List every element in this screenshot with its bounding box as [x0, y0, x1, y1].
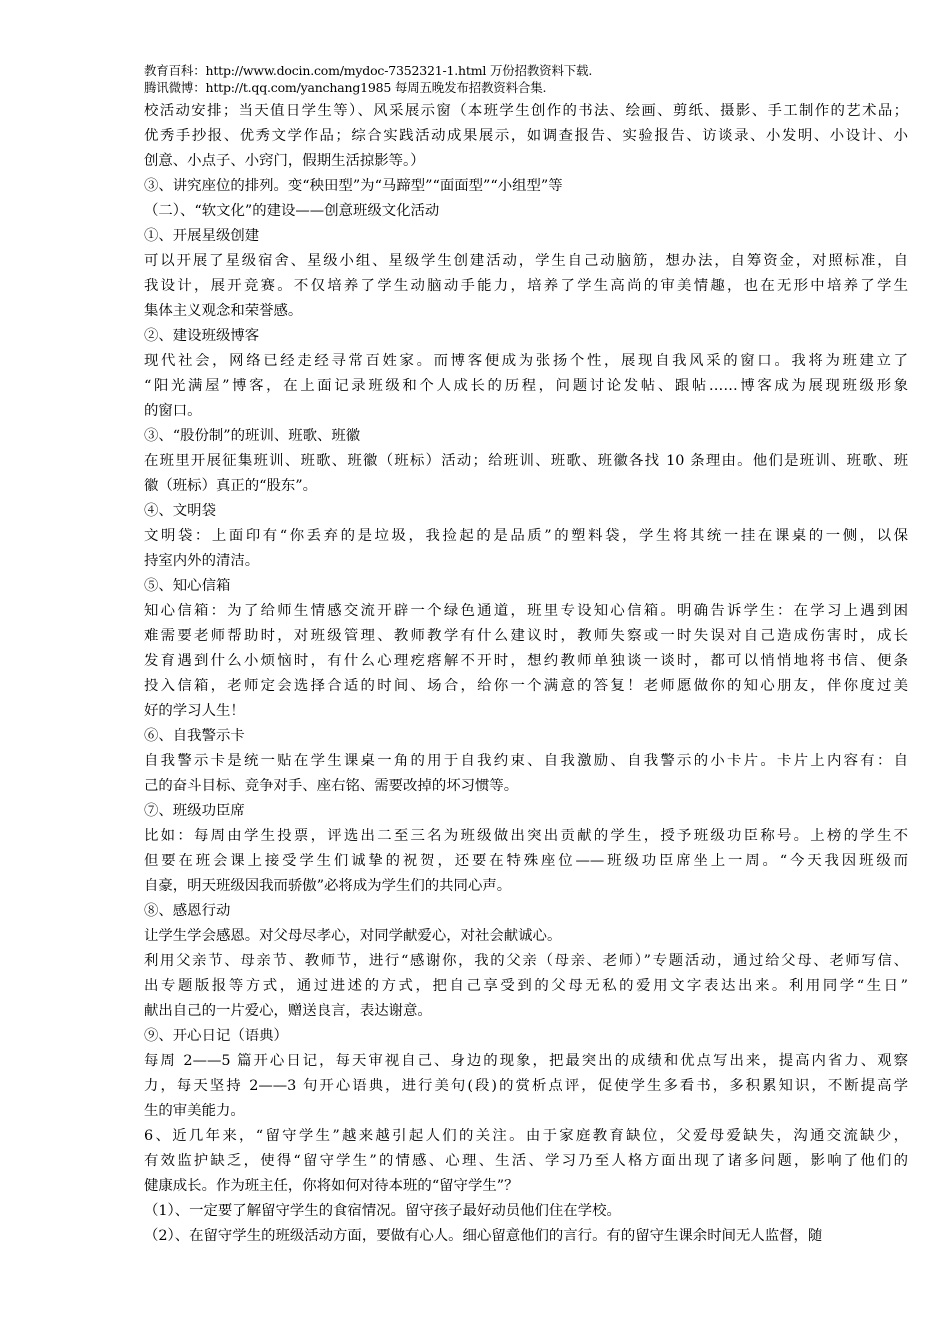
text-line: 徽（班标）真正的“股东”。	[144, 478, 318, 494]
text-line: 让学生学会感恩。对父母尽孝心，对同学献爱心，对社会献诚心。	[144, 928, 562, 944]
text-line: 投入信箱，老师定会选择合适的时间、场合，给你一个满意的答复！老师愿做你的知心朋友，伴你度过美	[144, 678, 908, 694]
text-line: ⑨、开心日记（语典）	[144, 1028, 288, 1044]
body-text	[144, 99, 908, 1249]
text-line: ②、建设班级博客	[144, 328, 260, 344]
text-line: ③、讲究座位的排列。变“秧田型”为“马蹄型”“面面型”“小组型”等	[144, 178, 563, 194]
text-line: 但要在班会课上接受学生们诚挚的祝贺，还要在特殊座位——班级功臣席坐上一周。“今天我因班级而	[144, 853, 908, 869]
text-line: ⑧、感恩行动	[144, 903, 231, 919]
text-line: 我设计，展开竞赛。不仅培养了学生动脑动手能力，培养了学生高尚的审美情趣，也在无形中培养了学生	[144, 278, 908, 294]
text-line: ①、开展星级创建	[144, 228, 260, 244]
text-line: 每周 2——5 篇开心日记，每天审视自己、身边的现象，把最突出的成绩和优点写出来，提高内省力、观察	[144, 1053, 908, 1069]
text-line: （2）、在留守学生的班级活动方面，要做有心人。细心留意他们的言行。有的留守生课余时间无人监督，随	[144, 1228, 823, 1244]
text-line: 持室内外的清洁。	[144, 553, 260, 569]
text-line: 现代社会，网络已经走经寻常百姓家。而博客便成为张扬个性，展现自我风采的窗口。我将为班建立了	[144, 353, 908, 369]
text-line: 自豪，明天班级因我而骄傲”必将成为学生们的共同心声。	[144, 878, 512, 894]
text-line: 有效监护缺乏，使得“留守学生”的情感、心理、生活、学习乃至人格方面出现了诸多问题，影响了他们的	[144, 1153, 908, 1169]
text-line: 知心信箱：为了给师生情感交流开辟一个绿色通道，班里专设知心信箱。明确告诉学生：在学习上遇到困	[144, 603, 908, 619]
document-page	[144, 62, 908, 1249]
text-line: 健康成长。作为班主任，你将如何对待本班的“留守学生”？	[144, 1178, 519, 1194]
text-line: 6、近几年来，“留守学生”越来越引起人们的关注。由于家庭教育缺位，父爱母爱缺失，沟通交流缺少，	[144, 1128, 908, 1144]
text-line: 发育遇到什么小烦恼时，有什么心理疙瘩解不开时，想约教师单独谈一谈时，都可以悄悄地将书信、便条	[144, 653, 908, 669]
text-line: 难需要老师帮助时，对班级管理、教师教学有什么建议时，教师失察或一时失误对自己造成伤害时，成长	[144, 628, 908, 644]
text-line: 可以开展了星级宿舍、星级小组、星级学生创建活动，学生自己动脑筋，想办法，自筹资金，对照标准，自	[144, 253, 908, 269]
text-line: 创意、小点子、小窍门，假期生活掠影等。）	[144, 153, 425, 169]
text-line: 自我警示卡是统一贴在学生课桌一角的用于自我约束、自我激励、自我警示的小卡片。卡片上内容有：自	[144, 753, 908, 769]
text-line: 集体主义观念和荣誉感。	[144, 303, 303, 319]
text-line: 好的学习人生！	[144, 703, 245, 719]
text-line: ③、“股份制”的班训、班歌、班徽	[144, 428, 361, 444]
text-line: ⑦、班级功臣席	[144, 803, 245, 819]
header-link-line-1: 教育百科：http://www.docin.com/mydoc-7352321-1.html 万份招教资料下载.	[144, 63, 593, 78]
text-line: 己的奋斗目标、竞争对手、座右铭、需要改掉的坏习惯等。	[144, 778, 519, 794]
text-line: 比如：每周由学生投票，评选出二至三名为班级做出突出贡献的学生，授予班级功臣称号。上榜的学生不	[144, 828, 908, 844]
text-line: 生的审美能力。	[144, 1103, 245, 1119]
text-line: 在班里开展征集班训、班歌、班徽（班标）活动；给班训、班歌、班徽各找 10 条理由。他们是班训、班歌、班	[144, 453, 908, 469]
text-line: 校活动安排；当天值日学生等）、风采展示窗（本班学生创作的书法、绘画、剪纸、摄影、手工制作的艺术品；	[144, 103, 908, 119]
text-line: “阳光满屋”博客，在上面记录班级和个人成长的历程，问题讨论发帖、跟帖……博客成为展现班级形象	[144, 378, 908, 394]
text-line: 的窗口。	[144, 403, 202, 419]
text-line: ⑤、知心信箱	[144, 578, 231, 594]
text-line: 力，每天坚持 2——3 句开心语典，进行美句(段)的赏析点评，促使学生多看书，多积累知识，不断提高学	[144, 1078, 908, 1094]
text-line: 优秀手抄报、优秀文学作品；综合实践活动成果展示，如调查报告、实验报告、访谈录、小发明、小设计、小	[144, 128, 908, 144]
text-line: 出专题版报等方式，通过进述的方式，把自己享受到的父母无私的爱用文字表达出来。利用同学“生日”	[144, 978, 908, 994]
text-line: （1）、一定要了解留守学生的食宿情况。留守孩子最好动员他们住在学校。	[144, 1203, 621, 1219]
text-line: 献出自己的一片爱心，赠送良言，表达谢意。	[144, 1003, 432, 1019]
text-line: 利用父亲节、母亲节、教师节，进行“感谢你，我的父亲（母亲、老师）”专题活动，通过给父母、老师写信、	[144, 953, 908, 969]
text-line: ④、文明袋	[144, 503, 216, 519]
text-line: （二）、“软文化”的建设——创意班级文化活动	[144, 203, 440, 219]
text-line: 文明袋：上面印有“你丢弃的是垃圾，我捡起的是品质”的塑料袋，学生将其统一挂在课桌的一侧，以保	[144, 528, 908, 544]
header-link-line-2: 腾讯微博：http://t.qq.com/yanchang1985 每周五晚发布招教资料合集.	[144, 80, 547, 95]
text-line: ⑥、自我警示卡	[144, 728, 245, 744]
